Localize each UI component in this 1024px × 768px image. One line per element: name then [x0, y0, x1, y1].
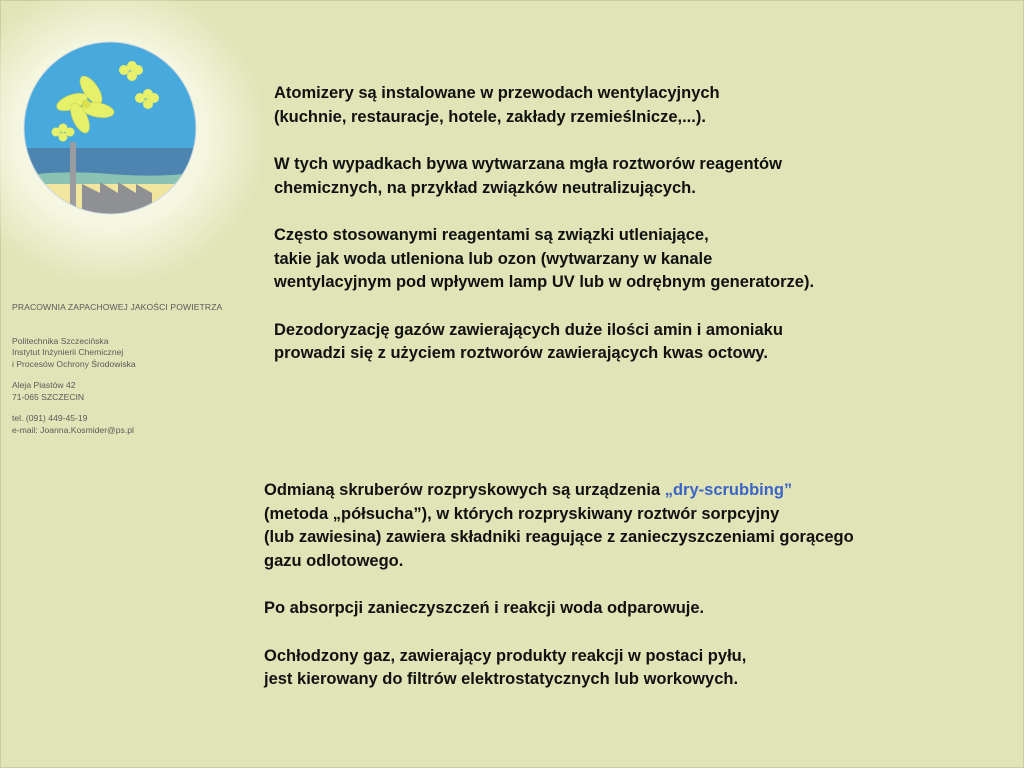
text-line: jest kierowany do filtrów elektrostatycznych lub workowych. — [264, 670, 739, 688]
text-line: (metoda „półsucha”), w których rozpryskiwany roztwór sorpcyjny — [264, 504, 780, 523]
text-line: prowadzi się z użyciem roztworów zawierających kwas octowy. — [274, 344, 768, 362]
paragraph — [274, 319, 974, 366]
text-block-atomizers — [274, 82, 974, 390]
phone: tel. (091) 449-45-19 — [12, 413, 88, 423]
paragraph — [274, 224, 974, 295]
paragraph — [264, 645, 1004, 692]
text-line: chemicznych, na przykład związków neutralizujących. — [274, 178, 696, 197]
text-line: (lub zawiesina) zawiera składniki reagujące z zanieczyszczeniami gorącego — [264, 528, 854, 546]
address-line: Aleja Piastów 42 — [12, 380, 76, 390]
address — [12, 380, 252, 403]
institution-line: Politechnika Szczecińska — [12, 335, 109, 346]
institution-line: i Procesów Ochrony Środowiska — [12, 358, 136, 369]
text-line: Ochłodzony gaz, zawierający produkty reakcji w postaci pyłu, — [264, 646, 747, 665]
text-line: (kuchnie, restauracje, hotele, zakłady rzemieślnicze,...). — [274, 107, 706, 126]
text-line: wentylacyjnym pod wpływem lamp UV lub w odrębnym generatorze). — [274, 273, 815, 291]
text-line: Po absorpcji zanieczyszczeń i reakcji woda odparowuje. — [264, 599, 705, 617]
text-line: Odmianą skruberów rozpryskowych są urządzenia — [264, 481, 665, 499]
text-line: W tych wypadkach bywa wytwarzana mgła roztworów reagentów — [274, 155, 782, 173]
highlight-term: „dry-scrubbing” — [664, 481, 793, 499]
text-line: gazu odlotowego. — [264, 551, 404, 570]
text-block-dry-scrubbing — [264, 479, 1004, 716]
email: e-mail: Joanna.Kosmider@ps.pl — [12, 424, 134, 435]
lab-logo — [20, 38, 200, 218]
text-line: Często stosowanymi reagentami są związki utleniające, — [274, 226, 709, 244]
text-line: Atomizery są instalowane w przewodach wentylacyjnych — [274, 84, 720, 102]
text-line: Dezodoryzację gazów zawierających duże ilości amin i amoniaku — [274, 320, 783, 339]
paragraph — [274, 82, 974, 129]
paragraph — [274, 153, 974, 200]
address-line: 71-065 SZCZECIN — [12, 391, 85, 402]
text-line: takie jak woda utleniona lub ozon (wytwarzany w kanale — [274, 249, 713, 268]
paragraph — [264, 479, 1004, 573]
logo-sky — [20, 38, 200, 148]
institution-line: Instytut Inżynierii Chemicznej — [12, 347, 124, 357]
lab-name: PRACOWNIA ZAPACHOWEJ JAKOŚCI POWIETRZA — [12, 302, 223, 312]
paragraph — [264, 597, 1004, 621]
institution — [12, 336, 252, 371]
sidebar-contact — [12, 302, 252, 446]
contact — [12, 413, 252, 436]
